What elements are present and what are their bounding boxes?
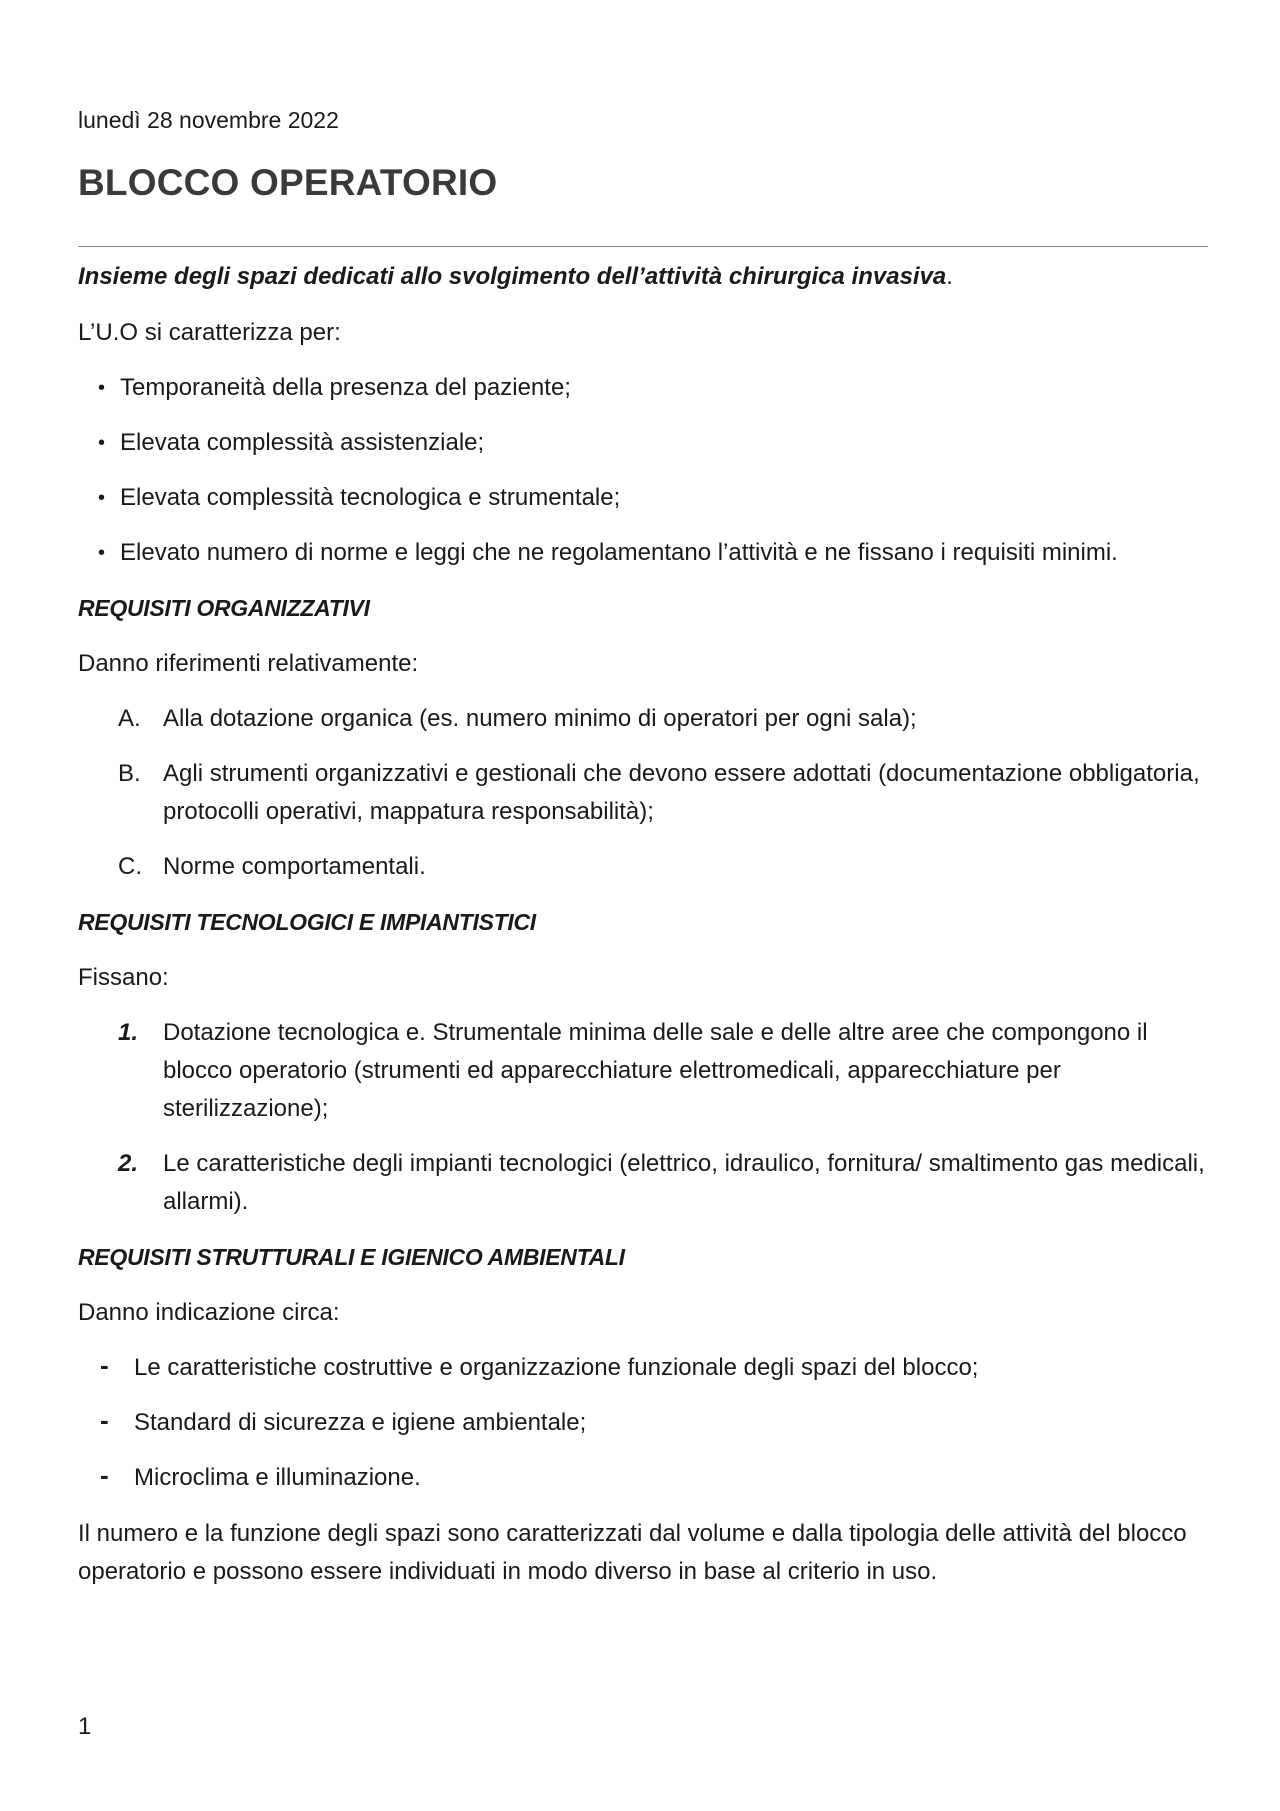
intro-period: . [946, 263, 953, 290]
section-heading-strutturali: REQUISITI STRUTTURALI E IGIENICO AMBIENTALI [78, 1244, 625, 1270]
list-item-text: Le caratteristiche degli impianti tecnologici (elettrico, idraulico, fornitura/ smaltimento gas medicali, allarmi). [163, 1150, 1205, 1215]
list-item [78, 1349, 1208, 1387]
list-item [78, 1145, 1208, 1221]
intro-definition [78, 258, 1208, 296]
list-item-text: Elevata complessità tecnologica e strumentale; [120, 484, 621, 511]
list-item-text: Microclima e illuminazione. [134, 1464, 421, 1491]
closing-paragraph: Il numero e la funzione degli spazi sono caratterizzati dal volume e dalla tipologia delle attività del blocco operatorio e possono essere individuati in modo diverso in base al criterio in uso. [78, 1520, 1187, 1585]
list-item [78, 424, 1208, 462]
list-item-text: Temporaneità della presenza del paziente; [120, 374, 571, 401]
section-lead-tecnologici: Fissano: [78, 964, 169, 991]
list-marker: C. [118, 853, 142, 880]
list-item-text: Le caratteristiche costruttive e organizzazione funzionale degli spazi del blocco; [134, 1354, 979, 1381]
section-lead-strutturali: Danno indicazione circa: [78, 1299, 340, 1326]
list-marker: 1. [118, 1019, 139, 1046]
list-item [78, 1014, 1208, 1128]
list-item [78, 1459, 1208, 1497]
list-item-text: Agli strumenti organizzativi e gestionali che devono essere adottati (documentazione obbligatoria, protocolli operativi, mappatura responsabilità); [163, 760, 1200, 825]
list-marker: B. [118, 760, 141, 787]
list-item [78, 1404, 1208, 1442]
list-item [78, 534, 1208, 572]
document-date: lunedì 28 novembre 2022 [78, 107, 339, 133]
list-item-text: Standard di sicurezza e igiene ambientale; [134, 1409, 587, 1436]
strutturali-list [78, 1349, 1208, 1497]
dash-icon: - [100, 1405, 109, 1435]
section-lead-organizzativi: Danno riferimenti relativamente: [78, 650, 419, 677]
dash-icon: - [100, 1460, 109, 1490]
list-item [78, 755, 1208, 831]
title-divider [78, 246, 1208, 247]
bullet-icon: • [98, 487, 106, 509]
tecnologici-list [78, 1014, 1208, 1221]
list-item [78, 479, 1208, 517]
list-item [78, 848, 1208, 886]
document-title: BLOCCO OPERATORIO [78, 162, 498, 203]
characteristics-list [78, 369, 1208, 572]
list-item-text: Elevato numero di norme e leggi che ne regolamentano l’attività e ne fissano i requisiti minimi. [120, 539, 1118, 566]
list-item-text: Norme comportamentali. [163, 853, 426, 880]
section-heading-tecnologici: REQUISITI TECNOLOGICI E IMPIANTISTICI [78, 909, 536, 935]
list-marker: A. [118, 705, 141, 732]
intro-emphasis: Insieme degli spazi dedicati allo svolgimento dell’attività chirurgica invasiva [78, 263, 947, 290]
list-item-text: Elevata complessità assistenziale; [120, 429, 485, 456]
list-item [78, 700, 1208, 738]
bullet-icon: • [98, 542, 106, 564]
organizzativi-list [78, 700, 1208, 886]
document-body [78, 252, 1208, 1591]
list-item [78, 369, 1208, 407]
list-marker: 2. [118, 1150, 139, 1177]
bullet-icon: • [98, 377, 106, 399]
bullet-icon: • [98, 432, 106, 454]
list-item-text: Alla dotazione organica (es. numero minimo di operatori per ogni sala); [163, 705, 917, 732]
uo-label: L’U.O si caratterizza per: [78, 319, 341, 346]
page-number: 1 [78, 1713, 92, 1740]
dash-icon: - [100, 1350, 109, 1380]
list-item-text: Dotazione tecnologica e. Strumentale minima delle sale e delle altre aree che compongono il blocco operatorio (strumenti ed apparecchiature elettromedicali, apparecchiature per sterilizzazione); [163, 1019, 1148, 1122]
section-heading-organizzativi: REQUISITI ORGANIZZATIVI [78, 595, 370, 621]
